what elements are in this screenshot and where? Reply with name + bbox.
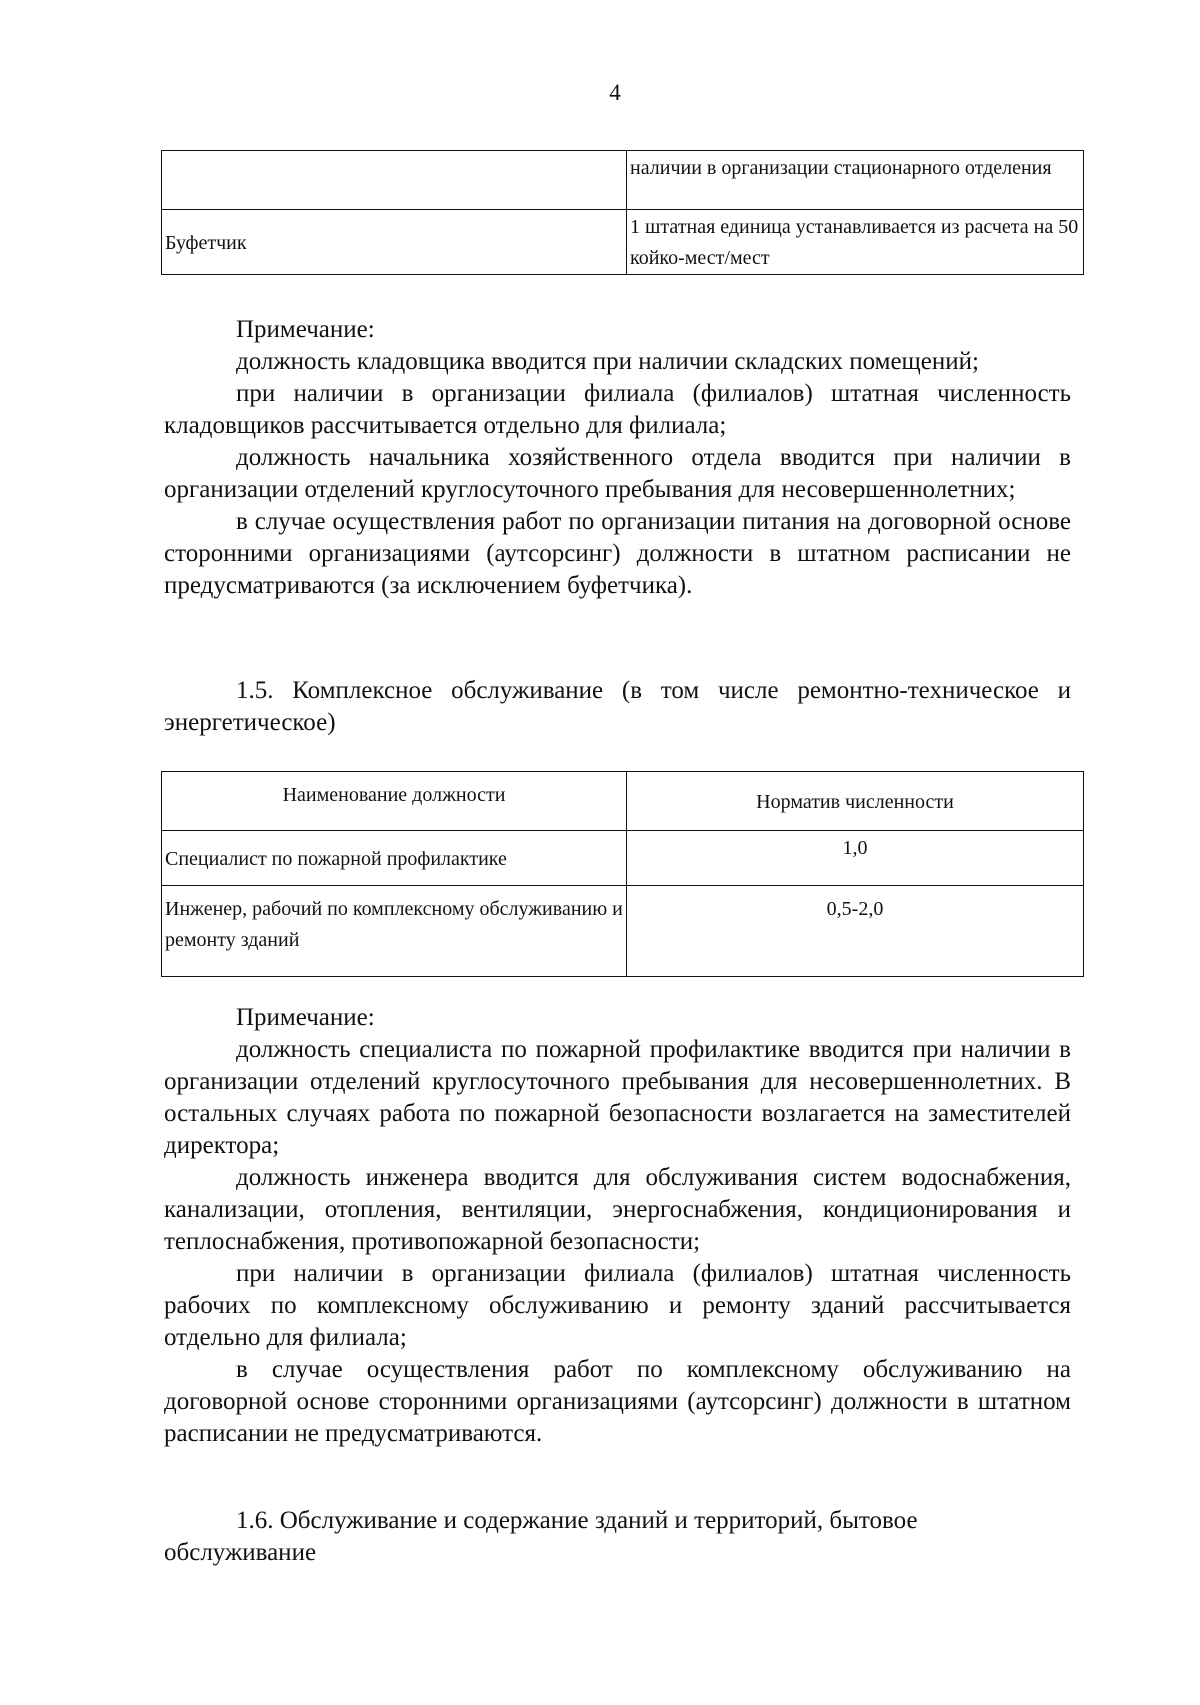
norm-cell: 1 штатная единица устанавливается из расчета на 50 койко-мест/мест [627,210,1084,275]
note-item: в случае осуществления работ по комплексному обслуживанию на договорной основе сторонними организациями (аутсорсинг) должности в штатном расписании не предусматриваются. [164,1356,1071,1447]
table-row [162,151,1084,210]
note-item: при наличии в организации филиала (филиалов) штатная численность кладовщиков рассчитывается отдельно для филиала; [164,380,1071,439]
column-header: Норматив численности [627,772,1084,831]
note-item: при наличии в организации филиала (филиалов) штатная численность рабочих по комплексному обслуживанию и ремонту зданий рассчитывается отдельно для филиала; [164,1260,1071,1351]
table-row [162,210,1084,275]
note-item: должность кладовщика вводится при наличии складских помещений; [236,348,979,375]
position-cell: Инженер, рабочий по комплексному обслуживанию и ремонту зданий [162,886,627,977]
position-cell: Буфетчик [162,210,627,275]
note-item: должность специалиста по пожарной профилактике вводится при наличии в организации отделений круглосуточного пребывания для несовершеннолетних. В остальных случаях работа по пожарной безопасности возлагается на заместителей директора; [164,1036,1071,1159]
table-row [162,886,1084,977]
note-item: должность начальника хозяйственного отдела вводится при наличии в организации отделений круглосуточного пребывания для несовершеннолетних; [164,444,1071,503]
note-item: в случае осуществления работ по организации питания на договорной основе сторонними организациями (аутсорсинг) должности в штатном расписании не предусматриваются (за исключением буфетчика). [164,508,1071,599]
norm-cell: наличии в организации стационарного отделения [627,151,1084,210]
note-title: Примечание: [236,316,375,343]
staff-table-1-5 [161,771,1084,977]
table-row [162,831,1084,886]
table-header-row [162,772,1084,831]
section-heading-1-5: 1.5. Комплексное обслуживание (в том числе ремонтно-техническое и энергетическое) [164,677,1071,736]
column-header: Наименование должности [162,772,627,831]
note-2 [164,1002,1071,1450]
norm-cell: 0,5-2,0 [627,886,1084,977]
note-item: должность инженера вводится для обслуживания систем водоснабжения, канализации, отопления, вентиляции, энергоснабжения, кондиционирования и теплоснабжения, противопожарной безопасности; [164,1164,1071,1255]
note-title: Примечание: [236,1004,375,1031]
position-cell: Специалист по пожарной профилактике [162,831,627,886]
staff-table-continued [161,150,1084,275]
position-cell [162,151,627,210]
note-1 [164,314,1071,602]
norm-cell: 1,0 [627,831,1084,886]
section-heading-1-6: 1.6. Обслуживание и содержание зданий и территорий, бытовое обслуживание [164,1507,918,1566]
page-number: 4 [609,80,621,105]
